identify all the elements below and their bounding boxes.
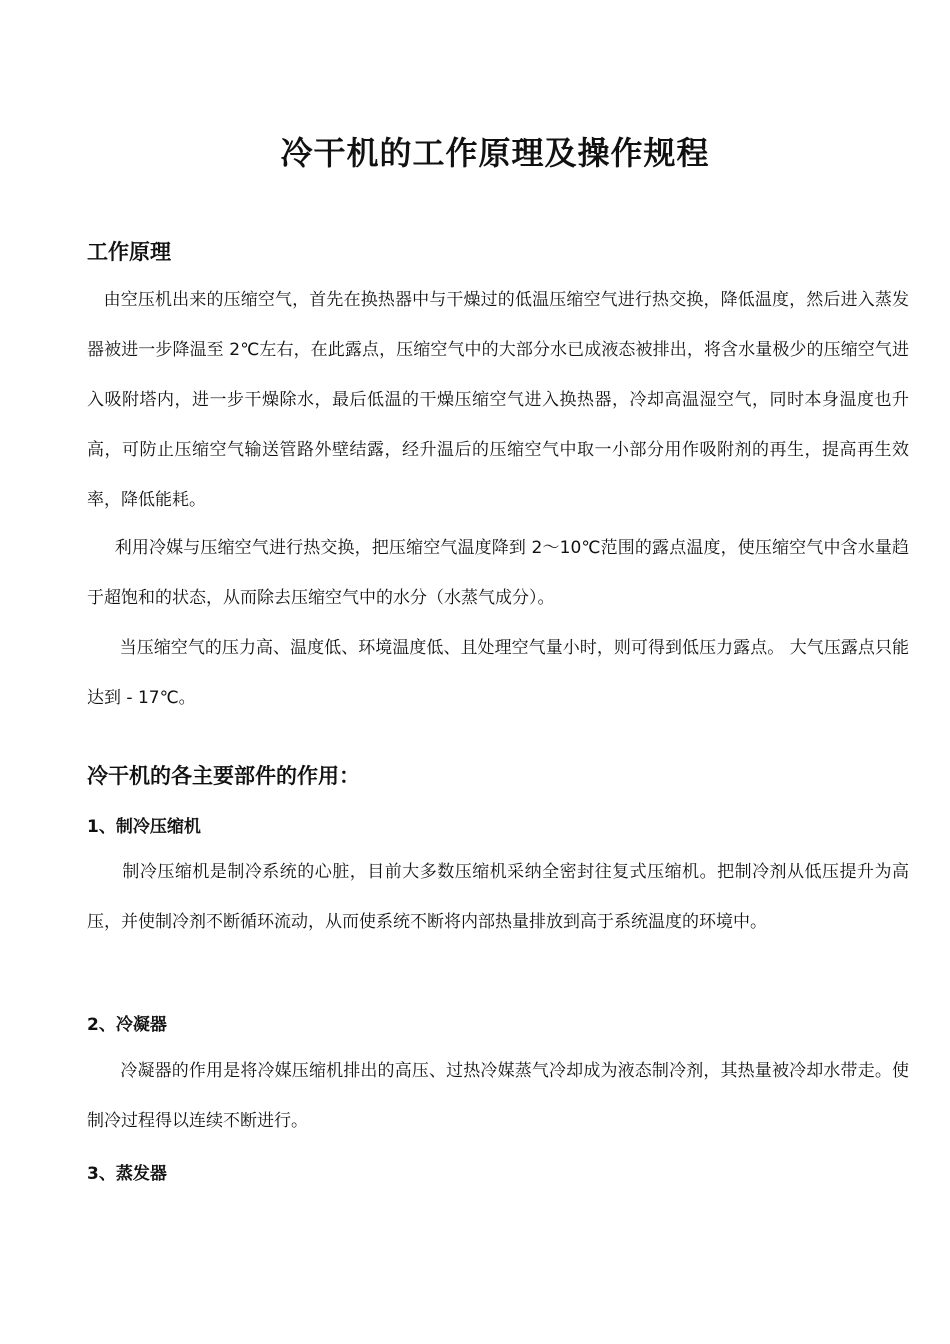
paragraph-principle-2: 利用冷媒与压缩空气进行热交换，把压缩空气温度降到 2～10℃范围的露点温度，使压缩空气中含水量趋于超饱和的状态，从而除去压缩空气中的水分（水蒸气成分）。 [87, 538, 909, 608]
component-heading-evaporator: 3、蒸发器 [87, 1164, 167, 1184]
paragraph-principle-3: 当压缩空气的压力高、温度低、环境温度低、且处理空气量小时，则可得到低压力露点。 大气压露点只能达到 - 17℃。 [87, 638, 909, 708]
paragraph-condenser: 冷凝器的作用是将冷媒压缩机排出的高压、过热冷媒蒸气冷却成为液态制冷剂，其热量被冷却水带走。使制冷过程得以连续不断进行。 [87, 1061, 909, 1131]
component-heading-condenser: 2、冷凝器 [87, 1015, 167, 1035]
component-heading-compressor: 1、制冷压缩机 [87, 817, 201, 837]
section-heading-working-principle: 工作原理 [87, 240, 171, 264]
paragraph-principle-1: 由空压机出来的压缩空气，首先在换热器中与干燥过的低温压缩空气进行热交换，降低温度，然后进入蒸发器被进一步降温至 2℃左右，在此露点，压缩空气中的大部分水已成液态被排出，将含水量极少的压缩空气进入吸附塔内，进一步干燥除水，最后低温的干燥压缩空气进入换热器，冷却高温湿空气，同时本身温度也升高，可防止压缩空气输送管路外壁结露，经升温后的压缩空气中取一小部分用作吸附剂的再生，提高再生效率，降低能耗。 [87, 290, 909, 510]
document-title: 冷干机的工作原理及操作规程 [280, 134, 710, 172]
section-heading-components: 冷干机的各主要部件的作用： [87, 764, 360, 788]
paragraph-compressor: 制冷压缩机是制冷系统的心脏，目前大多数压缩机采纳全密封往复式压缩机。把制冷剂从低压提升为高压，并使制冷剂不断循环流动，从而使系统不断将内部热量排放到高于系统温度的环境中。 [87, 862, 909, 932]
